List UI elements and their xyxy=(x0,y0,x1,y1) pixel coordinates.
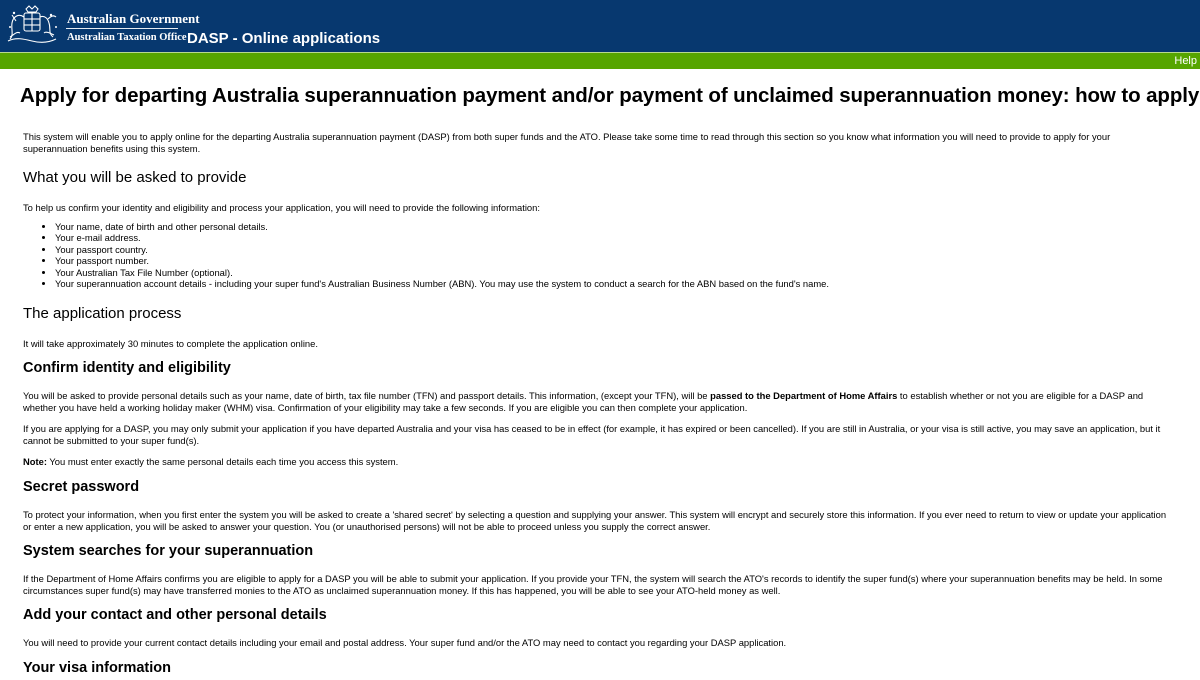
process-heading: The application process xyxy=(23,305,182,322)
list-item: • Your name, date of birth and other personal details. xyxy=(55,221,829,232)
process-text: It will take approximately 30 minutes to complete the application online. xyxy=(23,338,318,349)
help-link[interactable]: Help xyxy=(1174,55,1197,67)
intro-paragraph: This system will enable you to apply online for the departing Australia superannuation payment (DASP) from both super funds and the ATO. Please take some time to read through this section so you know what information you will need to provide to apply for your superannuation benefits using this system. xyxy=(23,131,1111,154)
visa-heading: Your visa information xyxy=(23,660,171,676)
identity-paragraph-2: If you are applying for a DASP, you may only submit your application if you have departed Australia and your visa has ceased to be in effect (for example, it has expired or been cancelled). If you are still in Australia, or your visa is still active, you may save an application, but it cannot be submitted to your super fund(s). xyxy=(23,423,1161,446)
note-paragraph xyxy=(23,456,1173,468)
list-item: • Your e-mail address. xyxy=(55,232,829,243)
coat-of-arms-logo xyxy=(4,3,62,47)
searches-text: If the Department of Home Affairs confirms you are eligible to apply for a DASP you will be able to submit your application. If you provide your TFN, the system will search the ATO's records to identify the super fund(s) where your superannuation benefits may be held. In some circumstances super fund(s) may have transferred monies to the ATO as unclaimed superannuation money. If this has happened, you will be able to see your ATO-held money as well. xyxy=(23,573,1163,596)
note-text: You must enter exactly the same personal details each time you access this system. xyxy=(46,456,399,467)
identity-text-bold: passed to the Department of Home Affairs xyxy=(710,390,898,401)
agency-name: Australian Taxation Office xyxy=(67,32,187,43)
identity-paragraph xyxy=(23,390,1173,413)
contact-text: You will need to provide your current contact details including your email and postal address. Your super fund and/or the ATO may need to contact you regarding your DASP application. xyxy=(23,637,787,648)
provide-heading: What you will be asked to provide xyxy=(23,169,247,186)
site-header xyxy=(0,0,1200,52)
provide-intro: To help us confirm your identity and eligibility and process your application, you will need to provide the following information: xyxy=(23,202,540,213)
list-item: • Your passport number. xyxy=(55,255,829,266)
note-label: Note: xyxy=(23,456,47,467)
identity-text-a: You will be asked to provide personal details such as your name, date of birth, tax file number (TFN) and passport details. This information, (except your TFN), will be xyxy=(23,390,711,401)
identity-text-b: to establish whether or not you are eligible for a DASP and whether you have held a working holiday maker (WHM) visa. Confirmation of your eligibility may take a few seconds. If you are eligible you can then complete your application. xyxy=(23,390,1144,413)
nav-bar xyxy=(0,52,1200,69)
contact-heading: Add your contact and other personal details xyxy=(23,607,327,623)
app-title: DASP - Online applications xyxy=(187,30,381,47)
header-divider xyxy=(66,28,178,29)
list-item: • Your passport country. xyxy=(55,244,829,255)
list-item: • Your Australian Tax File Number (optional). xyxy=(55,267,829,278)
list-item: • Your superannuation account details - including your super fund's Australian Business Number (ABN). You may use the system to conduct a search for the ABN based on the fund's name. xyxy=(55,278,829,289)
government-name: Australian Government xyxy=(67,11,200,26)
provide-list xyxy=(55,221,829,289)
password-text: To protect your information, when you first enter the system you will be asked to create a 'shared secret' by selecting a question and supplying your answer. This system will encrypt and securely store this information. If you ever need to return to view or update your application or enter a new application, you will be asked to answer your question. You (or unauthorised persons) will not be able to proceed unless you supply the correct answer. xyxy=(23,509,1167,532)
password-heading: Secret password xyxy=(23,479,140,495)
page-title: Apply for departing Australia superannuation payment and/or payment of unclaimed superannuation money: how to apply xyxy=(20,84,1200,107)
searches-heading: System searches for your superannuation xyxy=(23,543,314,559)
identity-heading: Confirm identity and eligibility xyxy=(23,360,231,376)
